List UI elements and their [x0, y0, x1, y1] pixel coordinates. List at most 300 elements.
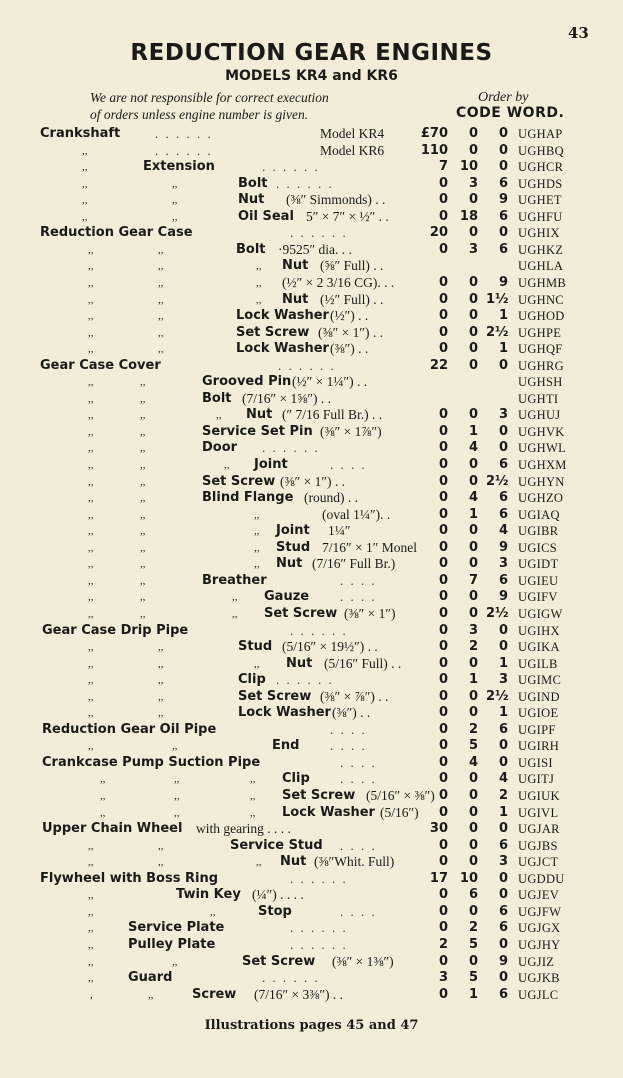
price-pence: 0 — [498, 225, 508, 241]
ditto-mark: ,, — [88, 326, 94, 339]
price-pence: 3 — [498, 407, 508, 423]
code-word: UGIVL — [518, 805, 559, 820]
part-name: Grooved Pin — [202, 374, 292, 390]
price-shillings: 0 — [468, 473, 478, 489]
price-shillings: 0 — [468, 341, 478, 357]
part-name: Nut — [280, 854, 307, 870]
price-shillings: 0 — [468, 457, 478, 472]
part-spec — [322, 540, 417, 557]
ditto-mark: ,, — [82, 210, 88, 223]
price-pounds: 0 — [438, 804, 448, 820]
ditto-mark: ,, — [82, 161, 88, 174]
table-row — [0, 457, 623, 473]
ditto-mark: ,, — [158, 310, 164, 323]
part-name: Stop — [258, 903, 292, 919]
price-pence: 2½ — [486, 324, 509, 340]
part-spec-text: (¼″) . . . . — [252, 887, 304, 903]
code-word: UGJFW — [518, 904, 562, 919]
part-name: Lock Washer — [236, 341, 329, 357]
price-shillings: 0 — [468, 589, 478, 605]
table-row — [0, 159, 623, 175]
price-shillings: 0 — [468, 324, 478, 340]
part-name: Breather — [202, 572, 267, 588]
table-row — [0, 126, 623, 142]
part-name: Set Screw — [282, 788, 356, 803]
price-pence: 9 — [498, 953, 508, 969]
part-spec — [344, 606, 395, 623]
part-spec — [280, 474, 345, 491]
price-pence: 9 — [498, 274, 508, 290]
part-name: Twin Key — [176, 887, 241, 903]
part-name: Nut — [282, 291, 309, 307]
part-spec — [320, 689, 388, 706]
part-name: Extension — [143, 159, 215, 175]
ditto-mark: ,, — [174, 806, 180, 819]
part-name: Nut — [282, 258, 309, 274]
ditto-mark: ,, — [250, 790, 256, 802]
part-spec — [320, 126, 384, 143]
code-word: UGJAR — [518, 822, 560, 837]
ditto-mark: ,, — [88, 442, 94, 455]
code-word: UGIBR — [518, 524, 559, 539]
part-spec-text: (⅜″ × 1″) — [344, 605, 396, 621]
code-word: UGHSH — [518, 375, 563, 390]
price-pounds: 0 — [438, 771, 448, 787]
part-name: Blind Flange — [202, 490, 294, 506]
price-shillings: 4 — [468, 490, 478, 506]
ditto-mark: ,, — [88, 839, 94, 852]
ditto-mark: ,, — [88, 409, 94, 422]
part-name: Bolt — [236, 241, 266, 257]
ditto-mark: ,, — [148, 988, 154, 1001]
code-word: UGILB — [518, 656, 558, 671]
code-word: UGJCT — [518, 855, 559, 870]
dot-leader: . . . . — [340, 903, 377, 919]
ditto-mark: ,, — [88, 707, 94, 720]
ditto-mark: ,, — [250, 773, 256, 786]
part-name: Lock Washer — [236, 308, 329, 324]
price-shillings: 3 — [468, 622, 478, 638]
ditto-mark: ,, — [232, 607, 238, 620]
ditto-mark: ,, — [88, 492, 94, 505]
part-spec-text: (⅜″ × ⅞″) . . — [320, 688, 389, 704]
code-word: UGHZO — [518, 491, 564, 506]
price-pounds: 110 — [420, 142, 448, 158]
table-row — [0, 391, 623, 407]
price-pounds: 20 — [429, 225, 448, 241]
price-pence: 6 — [498, 986, 508, 1002]
table-row — [0, 325, 623, 341]
ditto-mark: ,, — [172, 177, 178, 190]
price-shillings: 0 — [468, 142, 478, 158]
ditto-mark: ,, — [88, 674, 94, 687]
table-row — [0, 308, 623, 324]
disclaimer-line-1: We are not responsible for correct execution — [90, 90, 329, 105]
table-row — [0, 920, 623, 936]
ditto-mark: ,, — [254, 541, 260, 554]
part-spec-text: (⅜″ × 1″) . . — [280, 473, 345, 489]
price-pence: 1½ — [486, 291, 509, 307]
table-row — [0, 374, 623, 390]
price-pence: 6 — [498, 572, 508, 588]
dot-leader: . . . . — [340, 771, 377, 787]
ditto-mark: ,, — [100, 773, 106, 786]
ditto-mark: ,, — [158, 641, 164, 654]
price-pounds: 0 — [438, 407, 448, 423]
illustrations-footer: Illustrations pages 45 and 47 — [204, 1018, 419, 1033]
table-row — [0, 490, 623, 506]
price-pence: 4 — [498, 771, 508, 787]
price-pounds: 0 — [438, 639, 448, 655]
table-row — [0, 209, 623, 225]
ditto-mark: ,, — [88, 972, 94, 985]
table-row — [0, 407, 623, 423]
part-name: Nut — [238, 192, 265, 208]
code-word: UGISI — [518, 755, 553, 770]
price-pounds: 0 — [438, 622, 448, 638]
ditto-mark: ,, — [82, 177, 88, 190]
price-pounds: 0 — [438, 655, 448, 671]
price-shillings: 0 — [468, 771, 478, 787]
code-word: UGJKB — [518, 971, 560, 986]
ditto-mark: ,, — [158, 276, 164, 289]
price-shillings: 0 — [468, 688, 478, 704]
code-word: UGIGW — [518, 606, 563, 621]
price-pence: 0 — [498, 738, 508, 754]
part-spec — [286, 192, 385, 209]
part-name: Joint — [276, 523, 310, 539]
table-row — [0, 540, 623, 556]
price-pence: 4 — [498, 523, 508, 539]
part-name: Set Screw — [242, 953, 316, 969]
price-pounds: 30 — [429, 821, 448, 837]
price-pounds: 3 — [438, 970, 448, 986]
part-spec — [254, 987, 343, 1004]
price-pence: 1 — [498, 804, 508, 820]
table-row — [0, 507, 623, 523]
price-pounds: 0 — [438, 241, 448, 257]
part-name: Door — [202, 440, 238, 456]
price-shillings: 5 — [468, 970, 478, 986]
price-pence: 2 — [498, 788, 508, 803]
code-word: UGIND — [518, 689, 560, 704]
part-name: Oil Seal — [238, 208, 294, 224]
dot-leader: . . . . . . — [290, 920, 348, 936]
part-spec-text: (″ 7/16 Full Br.) . . — [282, 407, 383, 423]
price-shillings: 4 — [468, 754, 478, 770]
code-word: UGHFU — [518, 209, 563, 224]
price-pence: 0 — [498, 440, 508, 456]
price-pence: 2½ — [486, 688, 509, 704]
ditto-mark: ,, — [82, 144, 88, 157]
part-spec-text: (⅜″ × 1⅜″) — [332, 953, 394, 969]
code-word: UGDDU — [518, 871, 565, 886]
disclaimer-line-2: of orders unless engine number is given. — [90, 107, 309, 122]
price-pence: 9 — [498, 192, 508, 208]
part-spec — [332, 954, 394, 971]
part-name: Stud — [276, 539, 311, 555]
table-row — [0, 689, 623, 705]
ditto-mark: ,, — [140, 459, 146, 471]
part-spec-text: (⅜″ × 1″) . . — [318, 324, 383, 340]
code-word: UGHQF — [518, 342, 563, 357]
price-shillings: 18 — [459, 208, 478, 224]
table-row — [0, 887, 623, 903]
table-row — [0, 143, 623, 159]
part-name: Set Screw — [202, 473, 276, 489]
price-pence: 6 — [498, 903, 508, 919]
ditto-mark: ,, — [88, 889, 94, 902]
price-pence: 2½ — [486, 605, 509, 621]
ditto-mark: ,, — [158, 293, 164, 306]
dot-leader: . . . . . . — [276, 672, 334, 688]
part-name: Set Screw — [236, 324, 310, 340]
dot-leader: . . . . . . — [278, 357, 336, 373]
price-shillings: 0 — [468, 821, 478, 837]
part-spec-text: (5/16″) — [380, 804, 419, 820]
table-row — [0, 805, 623, 821]
ditto-mark: ,, — [250, 806, 256, 819]
page-title: REDUCTION GEAR ENGINES — [130, 40, 493, 66]
part-name: Nut — [286, 655, 313, 671]
part-name: Service Plate — [128, 920, 225, 936]
price-pounds: 0 — [438, 208, 448, 224]
part-spec-text: (7/16″ × 1⅝″) . . — [242, 390, 331, 406]
part-spec — [318, 325, 383, 342]
ditto-mark: ,, — [140, 558, 146, 571]
price-pounds: 0 — [438, 539, 448, 555]
part-spec — [252, 887, 304, 904]
ditto-mark: ,, — [88, 591, 94, 604]
part-spec — [320, 143, 384, 160]
table-row — [0, 440, 623, 456]
part-spec — [320, 424, 382, 441]
ditto-mark: ,, — [158, 326, 164, 339]
code-word: UGIMC — [518, 673, 562, 688]
price-pence: 1 — [498, 308, 508, 324]
dot-leader: . . . . . . — [290, 622, 348, 638]
price-pounds: 0 — [438, 738, 448, 754]
part-name: Gear Case Cover — [40, 357, 161, 373]
price-shillings: 10 — [459, 870, 478, 886]
part-spec — [330, 341, 368, 358]
dot-leader: . . . . . . — [290, 870, 348, 886]
price-pence: 3 — [498, 854, 508, 870]
price-shillings: 0 — [468, 854, 478, 870]
table-row — [0, 225, 623, 241]
ditto-mark: ,, — [88, 938, 94, 951]
ditto-mark: ,, — [140, 591, 146, 604]
price-pounds: 0 — [438, 854, 448, 870]
price-shillings: 1 — [468, 506, 478, 522]
ditto-mark: ,, — [210, 905, 216, 918]
price-pence: 6 — [498, 721, 508, 737]
price-pounds: 0 — [438, 721, 448, 737]
code-word: UGHMB — [518, 275, 567, 290]
code-word: UGJHY — [518, 937, 561, 952]
price-shillings: 2 — [468, 721, 478, 737]
price-shillings: 2 — [468, 920, 478, 936]
price-pence: 6 — [498, 241, 508, 257]
ditto-mark: ,, — [88, 955, 94, 968]
code-word: UGHET — [518, 193, 562, 208]
price-pounds: 0 — [438, 490, 448, 506]
code-word: UGJEV — [518, 888, 560, 903]
dot-leader: . . . . . . — [262, 440, 320, 456]
part-name: Joint — [254, 457, 288, 472]
code-word: UGHAP — [518, 127, 563, 141]
ditto-mark: ,, — [158, 856, 164, 869]
part-name: Crankcase Pump Suction Pipe — [42, 754, 261, 770]
ditto-mark: ,, — [88, 690, 94, 703]
price-pounds: 0 — [438, 440, 448, 456]
price-pounds: 2 — [438, 936, 448, 952]
ditto-mark: ,, — [88, 293, 94, 306]
price-pence: 6 — [498, 457, 508, 472]
price-shillings: 6 — [468, 887, 478, 903]
dot-leader: . . . . . . — [155, 126, 213, 141]
code-word: UGHLA — [518, 259, 564, 274]
ditto-mark: ,, — [254, 508, 260, 521]
part-spec — [306, 209, 389, 226]
price-pence: 0 — [498, 870, 508, 886]
price-pence: 6 — [498, 506, 508, 522]
price-shillings: 0 — [468, 357, 478, 373]
dot-leader: . . . . . . — [290, 936, 348, 952]
ditto-mark: ,, — [100, 806, 106, 819]
part-spec-text: Model KR6 — [320, 142, 385, 158]
part-spec — [312, 556, 395, 573]
part-name: Pulley Plate — [128, 936, 216, 952]
ditto-mark: ,, — [82, 194, 88, 207]
price-pounds: 0 — [438, 920, 448, 936]
ditto-mark: ,, — [88, 310, 94, 323]
ditto-mark: ,, — [88, 541, 94, 554]
price-pounds: 0 — [438, 308, 448, 324]
ditto-mark: ,, — [232, 591, 238, 604]
part-name: Service Set Pin — [202, 423, 313, 439]
ditto-mark: ,, — [140, 492, 146, 505]
ditto-mark: ,, — [174, 790, 180, 802]
price-pence: 0 — [498, 622, 508, 638]
part-spec — [282, 407, 382, 424]
part-name: Clip — [282, 771, 310, 787]
price-pounds: 0 — [438, 754, 448, 770]
ditto-mark: ,, — [172, 194, 178, 207]
price-shillings: 0 — [468, 308, 478, 324]
part-name: End — [272, 738, 300, 754]
price-pence: 0 — [498, 142, 508, 158]
table-row — [0, 292, 623, 308]
part-spec — [320, 292, 383, 309]
part-spec-text: (5/16″ × ⅜″) — [366, 788, 435, 803]
table-row — [0, 838, 623, 854]
part-name: Set Screw — [264, 605, 338, 621]
part-spec — [292, 374, 367, 391]
price-pence: 2½ — [486, 473, 509, 489]
ditto-mark: ,, — [158, 690, 164, 703]
part-name: Reduction Gear Case — [40, 225, 193, 241]
ditto-mark: ,, — [158, 657, 164, 670]
table-row — [0, 589, 623, 605]
ditto-mark: ,, — [158, 707, 164, 720]
table-row — [0, 871, 623, 887]
part-name: Lock Washer — [282, 804, 375, 820]
table-row — [0, 573, 623, 589]
code-word: UGHRG — [518, 358, 564, 373]
table-row — [0, 970, 623, 986]
price-pounds: 0 — [438, 175, 448, 191]
table-row — [0, 722, 623, 738]
part-spec — [282, 639, 378, 656]
part-spec-text: (oval 1¼″). . — [322, 506, 391, 522]
ditto-mark: ,, — [254, 558, 260, 571]
table-row — [0, 954, 623, 970]
ditto-mark: ,, — [88, 459, 94, 471]
dot-leader: . . . . — [340, 837, 377, 853]
part-name: Guard — [128, 970, 173, 986]
table-row — [0, 987, 623, 1003]
price-pounds: 0 — [438, 986, 448, 1002]
price-shillings: 1 — [468, 672, 478, 688]
ditto-mark: ,, — [88, 922, 94, 935]
price-shillings: 7 — [468, 572, 478, 588]
code-word: UGIDT — [518, 557, 559, 572]
page-subtitle: MODELS KR4 and KR6 — [225, 68, 398, 84]
ditto-mark: ,, — [140, 607, 146, 620]
price-pence: 1 — [498, 705, 508, 721]
code-word: UGIHX — [518, 623, 560, 638]
ditto-mark: ,, — [88, 657, 94, 670]
part-spec-text: (7/16″ × 3⅜″) . . — [254, 986, 343, 1002]
ditto-mark: ,, — [256, 293, 262, 306]
code-word: UGITJ — [518, 772, 555, 787]
dot-leader: . . . . — [330, 738, 367, 754]
price-pence: 0 — [498, 887, 508, 903]
price-pence: 1 — [498, 341, 508, 357]
part-spec-text: (5/16″ × 19½″) . . — [282, 639, 378, 655]
ditto-mark: ,, — [256, 260, 262, 273]
price-shillings: 1 — [468, 986, 478, 1002]
dot-leader: . . . . . . — [262, 970, 320, 986]
price-pence: 6 — [498, 920, 508, 936]
code-word: UGHBQ — [518, 143, 564, 158]
ditto-mark: ,, — [140, 574, 146, 587]
ditto-mark: ,, — [140, 508, 146, 521]
price-pounds: 0 — [438, 523, 448, 539]
code-word-heading: CODE WORD. — [456, 105, 565, 121]
price-pounds: 0 — [438, 953, 448, 969]
part-name: Service Stud — [230, 837, 323, 853]
part-spec-text: with gearing . . . . — [196, 821, 291, 837]
code-word: UGJLC — [518, 987, 559, 1002]
price-pence: 0 — [498, 970, 508, 986]
price-pounds: 0 — [438, 341, 448, 357]
price-shillings: 4 — [468, 440, 478, 456]
price-pounds: 0 — [438, 837, 448, 853]
code-word: UGHVK — [518, 424, 565, 439]
part-spec — [242, 391, 331, 408]
table-row — [0, 606, 623, 622]
part-spec — [304, 490, 358, 507]
part-name: Nut — [276, 556, 303, 572]
price-shillings: 0 — [468, 903, 478, 919]
price-pounds: 0 — [438, 572, 448, 588]
code-word: UGIPF — [518, 722, 556, 737]
code-word: UGJBS — [518, 838, 558, 853]
price-shillings: 0 — [468, 605, 478, 621]
price-shillings: 0 — [468, 953, 478, 969]
